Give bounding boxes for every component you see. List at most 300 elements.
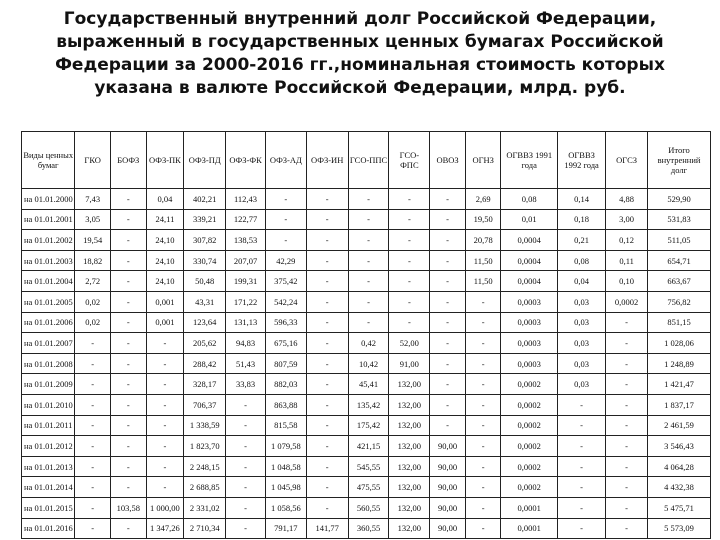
table-cell: 654,71 [648, 250, 711, 271]
table-cell: 0,0003 [501, 312, 558, 333]
table-cell: 0,04 [146, 189, 184, 210]
debt-table [21, 131, 711, 539]
column-header: ГКО [75, 132, 111, 189]
table-cell: 402,21 [184, 189, 226, 210]
table-cell: 123,64 [184, 312, 226, 333]
table-cell: 307,82 [184, 230, 226, 251]
table-cell: 24,10 [146, 250, 184, 271]
table-cell: 807,59 [265, 353, 306, 374]
column-header: ОГВВЗ 1991 года [501, 132, 558, 189]
table-cell: - [606, 518, 648, 539]
table-cell: - [265, 189, 306, 210]
table-cell: 51,43 [226, 353, 266, 374]
table-cell: 2 248,15 [184, 456, 226, 477]
table-cell: 0,14 [558, 189, 606, 210]
table-cell: 19,50 [465, 209, 501, 230]
table-cell: - [110, 415, 146, 436]
table-cell: 4 432,38 [648, 477, 711, 498]
table-cell: 45,41 [348, 374, 389, 395]
table-cell: - [110, 353, 146, 374]
table-cell: - [110, 456, 146, 477]
table-cell: - [430, 374, 466, 395]
table-body [22, 189, 711, 539]
row-date-label: на 01.01.2011 [22, 415, 75, 436]
column-header: ГСО-ППС [348, 132, 389, 189]
table-cell: 4 064,28 [648, 456, 711, 477]
table-cell: - [265, 209, 306, 230]
row-date-label: на 01.01.2012 [22, 436, 75, 457]
table-cell: 11,50 [465, 250, 501, 271]
table-cell: 0,0003 [501, 353, 558, 374]
table-cell: - [606, 394, 648, 415]
title-line: Государственный внутренний долг Российской Федерации, [63, 9, 657, 29]
table-cell: 1 000,00 [146, 497, 184, 518]
table-cell: - [226, 394, 266, 415]
table-cell: - [306, 374, 348, 395]
table-cell: 1 823,70 [184, 436, 226, 457]
table-row [22, 518, 711, 539]
table-cell: 0,0002 [606, 291, 648, 312]
row-date-label: на 01.01.2007 [22, 333, 75, 354]
table-cell: - [606, 374, 648, 395]
table-cell: 112,43 [226, 189, 266, 210]
table-cell: 5 573,09 [648, 518, 711, 539]
table-cell: 1 058,56 [265, 497, 306, 518]
table-cell: 0,12 [606, 230, 648, 251]
row-date-label: на 01.01.2013 [22, 456, 75, 477]
table-cell: 11,50 [465, 271, 501, 292]
table-cell: - [75, 518, 111, 539]
table-cell: - [75, 333, 111, 354]
table-cell: 205,62 [184, 333, 226, 354]
table-cell: 3 546,43 [648, 436, 711, 457]
table-cell: 2 331,02 [184, 497, 226, 518]
row-date-label: на 01.01.2008 [22, 353, 75, 374]
table-cell: - [389, 312, 430, 333]
table-cell: - [306, 415, 348, 436]
table-row [22, 415, 711, 436]
table-cell: - [606, 415, 648, 436]
table-row [22, 477, 711, 498]
table-row [22, 374, 711, 395]
table-cell: - [226, 415, 266, 436]
table-cell: - [430, 209, 466, 230]
table-cell: - [306, 250, 348, 271]
table-row [22, 456, 711, 477]
table-cell: 7,43 [75, 189, 111, 210]
column-header: ОГСЗ [606, 132, 648, 189]
table-cell: 0,04 [558, 271, 606, 292]
table-cell: - [110, 271, 146, 292]
table-cell: 138,53 [226, 230, 266, 251]
table-cell: 0,001 [146, 291, 184, 312]
table-cell: 531,83 [648, 209, 711, 230]
column-header: ОВОЗ [430, 132, 466, 189]
table-cell: 421,15 [348, 436, 389, 457]
table-cell: - [348, 250, 389, 271]
table-cell: 0,0002 [501, 374, 558, 395]
table-cell: - [430, 394, 466, 415]
table-cell: 1 028,06 [648, 333, 711, 354]
table-cell: - [146, 333, 184, 354]
table-cell: - [110, 291, 146, 312]
table-cell: 103,58 [110, 497, 146, 518]
table-cell: 0,0002 [501, 436, 558, 457]
table-cell: 175,42 [348, 415, 389, 436]
table-cell: 0,03 [558, 374, 606, 395]
column-header: ОФЗ-ПД [184, 132, 226, 189]
table-cell: 288,42 [184, 353, 226, 374]
table-cell: - [146, 374, 184, 395]
table-cell: 0,0002 [501, 456, 558, 477]
table-cell: 90,00 [430, 477, 466, 498]
table-cell: 663,67 [648, 271, 711, 292]
table-cell: - [558, 394, 606, 415]
table-cell: - [558, 477, 606, 498]
table-cell: 0,01 [501, 209, 558, 230]
table-cell: - [389, 291, 430, 312]
column-header: ОГНЗ [465, 132, 501, 189]
table-cell: 131,13 [226, 312, 266, 333]
table-cell: - [465, 394, 501, 415]
table-cell: - [306, 436, 348, 457]
column-header: ОФЗ-ИН [306, 132, 348, 189]
table-cell: - [348, 230, 389, 251]
table-cell: - [558, 518, 606, 539]
table-cell: 0,0004 [501, 230, 558, 251]
table-cell: - [110, 518, 146, 539]
table-cell: 0,0003 [501, 291, 558, 312]
table-row [22, 436, 711, 457]
table-cell: - [75, 374, 111, 395]
table-cell: - [226, 518, 266, 539]
table-cell: - [110, 477, 146, 498]
table-cell: - [389, 230, 430, 251]
table-cell: - [306, 189, 348, 210]
table-cell: 199,31 [226, 271, 266, 292]
table-cell: - [226, 497, 266, 518]
table-cell: - [465, 436, 501, 457]
table-cell: - [465, 353, 501, 374]
table-cell: 0,03 [558, 312, 606, 333]
table-row [22, 353, 711, 374]
table-cell: 132,00 [389, 456, 430, 477]
table-cell: - [430, 189, 466, 210]
table-cell: 0,02 [75, 312, 111, 333]
page-title [0, 8, 720, 100]
table-cell: 42,29 [265, 250, 306, 271]
table-cell: - [146, 415, 184, 436]
table-cell: - [146, 436, 184, 457]
table-cell: - [306, 271, 348, 292]
table-cell: 815,58 [265, 415, 306, 436]
table-cell: 560,55 [348, 497, 389, 518]
table-cell: 10,42 [348, 353, 389, 374]
table-cell: 0,0003 [501, 333, 558, 354]
table-cell: - [465, 477, 501, 498]
table-cell: - [348, 291, 389, 312]
table-cell: - [606, 353, 648, 374]
table-cell: 90,00 [430, 518, 466, 539]
column-header: Виды ценных бумаг [22, 132, 75, 189]
table-cell: 0,08 [501, 189, 558, 210]
table-cell: - [430, 333, 466, 354]
table-row [22, 497, 711, 518]
table-cell: - [430, 415, 466, 436]
table-cell: - [110, 230, 146, 251]
table-cell: - [146, 394, 184, 415]
table-cell: 360,55 [348, 518, 389, 539]
column-header: ОГВВЗ 1992 года [558, 132, 606, 189]
column-header: БОФЗ [110, 132, 146, 189]
row-date-label: на 01.01.2001 [22, 209, 75, 230]
table-cell: 1 079,58 [265, 436, 306, 457]
table-cell: 3,05 [75, 209, 111, 230]
table-cell: - [558, 436, 606, 457]
table-cell: - [306, 497, 348, 518]
table-cell: 0,0001 [501, 518, 558, 539]
table-row [22, 333, 711, 354]
table-cell: 756,82 [648, 291, 711, 312]
table-cell: - [558, 456, 606, 477]
table-cell: 0,08 [558, 250, 606, 271]
table-cell: 135,42 [348, 394, 389, 415]
table-cell: 3,00 [606, 209, 648, 230]
table-cell: 122,77 [226, 209, 266, 230]
table-cell: - [606, 312, 648, 333]
table-cell: - [75, 353, 111, 374]
table-cell: 20,78 [465, 230, 501, 251]
table-cell: 2,69 [465, 189, 501, 210]
table-cell: - [606, 456, 648, 477]
row-date-label: на 01.01.2009 [22, 374, 75, 395]
table-cell: 0,21 [558, 230, 606, 251]
table-cell: 1 048,58 [265, 456, 306, 477]
title-line: Федерации за 2000-2016 гг.,номинальная стоимость которых [55, 55, 665, 75]
table-cell: - [465, 415, 501, 436]
row-date-label: на 01.01.2014 [22, 477, 75, 498]
table-cell: - [306, 477, 348, 498]
table-cell: - [146, 477, 184, 498]
table-cell: 791,17 [265, 518, 306, 539]
table-cell: - [558, 415, 606, 436]
table-cell: - [306, 333, 348, 354]
table-cell: - [306, 230, 348, 251]
row-date-label: на 01.01.2010 [22, 394, 75, 415]
table-row [22, 271, 711, 292]
row-date-label: на 01.01.2002 [22, 230, 75, 251]
table-cell: - [226, 456, 266, 477]
table-cell: 94,83 [226, 333, 266, 354]
table-cell: - [465, 291, 501, 312]
title-line: указана в валюте Российской Федерации, млрд. руб. [94, 78, 626, 98]
table-cell: - [465, 456, 501, 477]
table-cell: 50,48 [184, 271, 226, 292]
row-date-label: на 01.01.2003 [22, 250, 75, 271]
table-cell: - [465, 518, 501, 539]
table-cell: - [75, 394, 111, 415]
table-cell: - [306, 209, 348, 230]
table-cell: - [465, 333, 501, 354]
table-cell: - [110, 333, 146, 354]
table-cell: - [606, 497, 648, 518]
table-cell: 0,0002 [501, 394, 558, 415]
table-cell: 24,11 [146, 209, 184, 230]
table-cell: 0,11 [606, 250, 648, 271]
column-header: ОФЗ-ФК [226, 132, 266, 189]
table-cell: - [430, 271, 466, 292]
table-cell: 475,55 [348, 477, 389, 498]
table-cell: 328,17 [184, 374, 226, 395]
table-cell: 545,55 [348, 456, 389, 477]
table-cell: 863,88 [265, 394, 306, 415]
table-cell: 706,37 [184, 394, 226, 415]
table-cell: 0,03 [558, 333, 606, 354]
table-cell: - [389, 271, 430, 292]
table-cell: - [348, 209, 389, 230]
table-cell: 675,16 [265, 333, 306, 354]
table-cell: 0,001 [146, 312, 184, 333]
table-cell: 0,0004 [501, 271, 558, 292]
table-cell: 132,00 [389, 374, 430, 395]
table-cell: 18,82 [75, 250, 111, 271]
table-cell: 0,0002 [501, 477, 558, 498]
table-cell: 132,00 [389, 394, 430, 415]
table-cell: 0,0002 [501, 415, 558, 436]
table-cell: 5 475,71 [648, 497, 711, 518]
table-cell: - [226, 477, 266, 498]
table-cell: 0,0004 [501, 250, 558, 271]
table-row [22, 189, 711, 210]
table-cell: 0,18 [558, 209, 606, 230]
row-date-label: на 01.01.2004 [22, 271, 75, 292]
table-cell: 90,00 [430, 436, 466, 457]
table-cell: - [430, 353, 466, 374]
table-cell: 1 837,17 [648, 394, 711, 415]
table-cell: - [389, 209, 430, 230]
table-cell: - [389, 189, 430, 210]
table-cell: - [306, 353, 348, 374]
table-cell: - [389, 250, 430, 271]
table-cell: 2,72 [75, 271, 111, 292]
table-header-row [22, 132, 711, 189]
table-cell: - [265, 230, 306, 251]
table-row [22, 230, 711, 251]
table-cell: - [110, 209, 146, 230]
table-cell: 19,54 [75, 230, 111, 251]
table-cell: - [430, 291, 466, 312]
table-cell: 0,02 [75, 291, 111, 312]
table-row [22, 291, 711, 312]
row-date-label: на 01.01.2015 [22, 497, 75, 518]
table-cell: 2 461,59 [648, 415, 711, 436]
table-cell: 43,31 [184, 291, 226, 312]
column-header: Итого внутренний долг [648, 132, 711, 189]
table-cell: 0,42 [348, 333, 389, 354]
table-cell: 511,05 [648, 230, 711, 251]
table-cell: - [430, 312, 466, 333]
table-cell: 375,42 [265, 271, 306, 292]
table-cell: - [110, 250, 146, 271]
table-cell: 171,22 [226, 291, 266, 312]
table-cell: - [306, 312, 348, 333]
table-cell: - [606, 333, 648, 354]
column-header: ОФЗ-ПК [146, 132, 184, 189]
table-cell: - [306, 394, 348, 415]
table-cell: - [110, 189, 146, 210]
table-cell: - [110, 312, 146, 333]
table-cell: 90,00 [430, 456, 466, 477]
table-cell: 4,88 [606, 189, 648, 210]
table-cell: 1 421,47 [648, 374, 711, 395]
table-cell: - [558, 497, 606, 518]
table-cell: - [606, 477, 648, 498]
table-cell: 33,83 [226, 374, 266, 395]
table-row [22, 250, 711, 271]
table-cell: - [226, 436, 266, 457]
table-cell: 1 248,89 [648, 353, 711, 374]
table-cell: - [110, 374, 146, 395]
table-cell: 91,00 [389, 353, 430, 374]
title-line: выраженный в государственных ценных бумагах Российской [56, 32, 664, 52]
table-cell: 2 710,34 [184, 518, 226, 539]
table-cell: 90,00 [430, 497, 466, 518]
table-cell: - [306, 291, 348, 312]
table-cell: 1 045,98 [265, 477, 306, 498]
row-date-label: на 01.01.2000 [22, 189, 75, 210]
table-cell: 141,77 [306, 518, 348, 539]
column-header: ГСО-ФПС [389, 132, 430, 189]
table-cell: 0,03 [558, 291, 606, 312]
table-cell: - [465, 312, 501, 333]
column-header: ОФЗ-АД [265, 132, 306, 189]
table-cell: 0,03 [558, 353, 606, 374]
table-cell: 339,21 [184, 209, 226, 230]
table-cell: 882,03 [265, 374, 306, 395]
table-cell: - [75, 456, 111, 477]
table-cell: 0,0001 [501, 497, 558, 518]
table-row [22, 394, 711, 415]
table-cell: 851,15 [648, 312, 711, 333]
table-cell: 1 347,26 [146, 518, 184, 539]
table-cell: 132,00 [389, 415, 430, 436]
table-cell: 132,00 [389, 497, 430, 518]
table-cell: - [430, 250, 466, 271]
table-cell: 330,74 [184, 250, 226, 271]
row-date-label: на 01.01.2016 [22, 518, 75, 539]
table-cell: 596,33 [265, 312, 306, 333]
row-date-label: на 01.01.2006 [22, 312, 75, 333]
table-cell: 132,00 [389, 436, 430, 457]
table-row [22, 312, 711, 333]
row-date-label: на 01.01.2005 [22, 291, 75, 312]
table-cell: - [465, 374, 501, 395]
table-cell: - [348, 312, 389, 333]
table-cell: - [606, 436, 648, 457]
table-cell: 132,00 [389, 477, 430, 498]
table-cell: - [348, 271, 389, 292]
table-cell: - [75, 497, 111, 518]
table-cell: 542,24 [265, 291, 306, 312]
table-cell: 52,00 [389, 333, 430, 354]
table-cell: - [306, 456, 348, 477]
table-cell: 529,90 [648, 189, 711, 210]
table-cell: - [430, 230, 466, 251]
table-cell: - [75, 415, 111, 436]
table-cell: - [146, 456, 184, 477]
table-cell: - [110, 394, 146, 415]
table-cell: 207,07 [226, 250, 266, 271]
